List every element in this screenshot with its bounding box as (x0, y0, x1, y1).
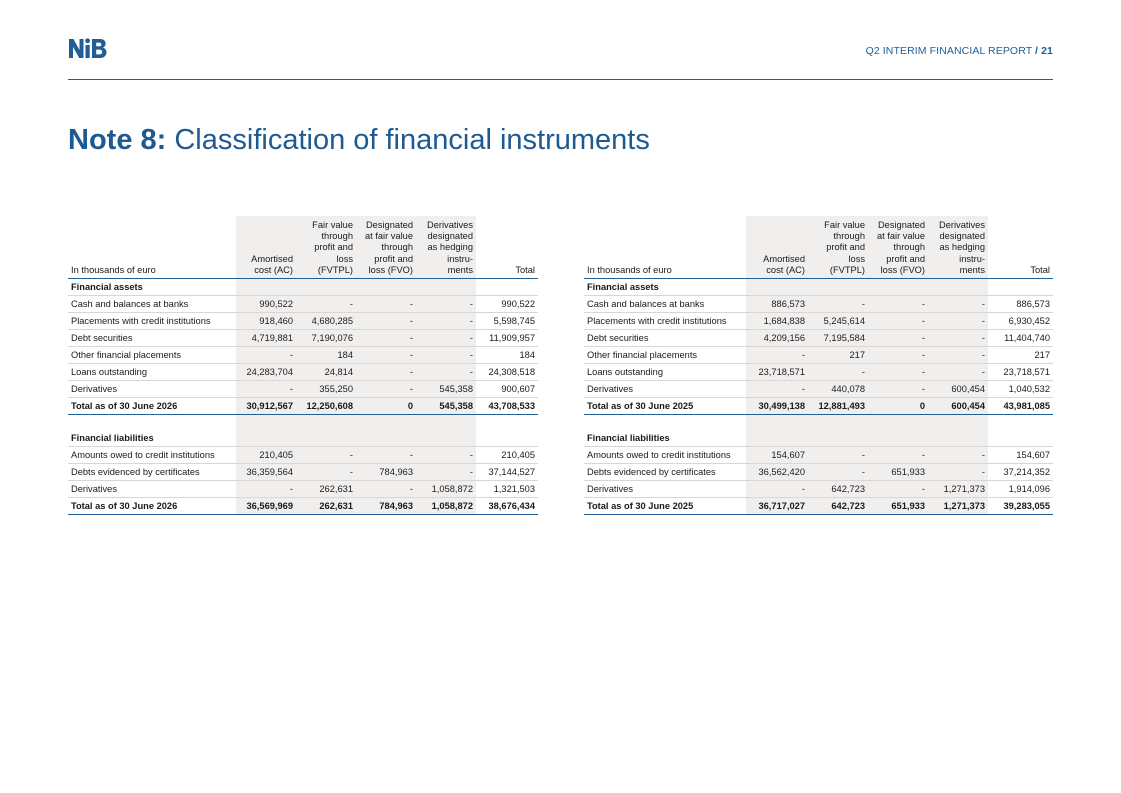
table-row (68, 464, 538, 481)
total-row (584, 498, 1053, 515)
table-cell: - (416, 364, 476, 381)
total-row (68, 498, 538, 515)
table-cell (476, 415, 538, 431)
table-cell: - (868, 347, 928, 364)
table-cell: - (928, 330, 988, 347)
report-title: Q2 INTERIM FINANCIAL REPORT (865, 45, 1033, 57)
table-cell: 600,454 (928, 381, 988, 398)
table-cell (808, 279, 868, 296)
label-column-header: In thousands of euro (584, 216, 746, 279)
table-cell (868, 279, 928, 296)
table-row (584, 313, 1053, 330)
table-cell: - (808, 296, 868, 313)
column-header-line: Derivatives (427, 220, 473, 230)
row-label: Cash and balances at banks (584, 296, 746, 313)
column-header-line: through (381, 242, 413, 253)
table-cell (416, 430, 476, 447)
table-cell: 11,404,740 (988, 330, 1053, 347)
table-row (68, 447, 538, 464)
column-header (746, 216, 808, 279)
table-cell: 1,040,532 (988, 381, 1053, 398)
column-header-line: as hedging (939, 242, 985, 253)
table-cell: - (868, 330, 928, 347)
table-cell: - (808, 447, 868, 464)
table-cell: - (416, 313, 476, 330)
table-cell: 651,933 (868, 464, 928, 481)
row-label: Amounts owed to credit institutions (68, 447, 236, 464)
table-cell: 184 (296, 347, 356, 364)
table-cell: 1,058,872 (416, 498, 476, 515)
table-cell: 38,676,434 (476, 498, 538, 515)
table-2025-wrap (584, 216, 1053, 515)
column-header-line: cost (AC) (766, 264, 805, 275)
table-cell: 918,460 (236, 313, 296, 330)
table-cell: 900,607 (476, 381, 538, 398)
table-cell (868, 415, 928, 431)
column-header-line: designated (427, 231, 473, 242)
table-2026-wrap (68, 216, 538, 515)
table-cell: - (416, 296, 476, 313)
row-label: Financial liabilities (68, 430, 236, 447)
nib-logo (68, 35, 108, 59)
table-row (68, 313, 538, 330)
table-cell: 36,717,027 (746, 498, 808, 515)
column-header-line: Fair value (312, 220, 353, 230)
table-cell: 217 (988, 347, 1053, 364)
table-cell: 6,930,452 (988, 313, 1053, 330)
table-cell (236, 279, 296, 296)
table-cell (988, 430, 1053, 447)
column-header-line: profit and (886, 253, 925, 264)
table-cell: - (808, 364, 868, 381)
section-row (68, 430, 538, 447)
table-cell: 30,912,567 (236, 398, 296, 415)
table-cell: - (868, 313, 928, 330)
column-header (868, 216, 928, 279)
table-cell: 23,718,571 (988, 364, 1053, 381)
page-title (68, 124, 650, 157)
table-cell: 651,933 (868, 498, 928, 515)
table-cell: 5,598,745 (476, 313, 538, 330)
table-cell: - (808, 464, 868, 481)
table-cell: 1,271,373 (928, 481, 988, 498)
section-row (68, 279, 538, 296)
table-cell (746, 430, 808, 447)
table-cell: 0 (868, 398, 928, 415)
table-row (584, 447, 1053, 464)
row-label: Derivatives (584, 481, 746, 498)
table-cell: - (356, 330, 416, 347)
table-cell: 545,358 (416, 398, 476, 415)
column-header-line: Designated (365, 220, 413, 230)
table-row (68, 347, 538, 364)
table-cell: 262,631 (296, 498, 356, 515)
table-cell (746, 279, 808, 296)
table-row (584, 481, 1053, 498)
table-cell: - (356, 313, 416, 330)
table-cell (808, 430, 868, 447)
table-cell: - (868, 481, 928, 498)
table-cell (296, 415, 356, 431)
table-cell: - (236, 481, 296, 498)
section-row (584, 279, 1053, 296)
column-header-line: loss (848, 253, 865, 264)
column-header (416, 216, 476, 279)
table-cell: 217 (808, 347, 868, 364)
section-row (584, 430, 1053, 447)
column-header-line: profit and (314, 242, 353, 253)
table-cell: 12,881,493 (808, 398, 868, 415)
table-cell: 545,358 (416, 381, 476, 398)
table-cell: 1,321,503 (476, 481, 538, 498)
column-header-line: profit and (374, 253, 413, 264)
table-cell (236, 430, 296, 447)
table-cell: 4,680,285 (296, 313, 356, 330)
spacer-row (584, 415, 1053, 431)
table-cell: - (928, 364, 988, 381)
row-label: Debt securities (68, 330, 236, 347)
table-cell: - (236, 347, 296, 364)
row-label: Debt securities (584, 330, 746, 347)
row-label: Loans outstanding (584, 364, 746, 381)
table-cell: 1,914,096 (988, 481, 1053, 498)
column-header-line: instru- (959, 253, 985, 264)
row-label: Financial assets (68, 279, 236, 296)
table-cell: 0 (356, 398, 416, 415)
column-header-line: Fair value (824, 220, 865, 230)
column-header-line: through (893, 242, 925, 253)
table-cell (356, 279, 416, 296)
table-cell: 43,981,085 (988, 398, 1053, 415)
table-cell: 600,454 (928, 398, 988, 415)
table-cell: 886,573 (988, 296, 1053, 313)
column-header (296, 216, 356, 279)
table-cell (356, 415, 416, 431)
table-cell: - (928, 447, 988, 464)
table-cell: - (416, 464, 476, 481)
table-cell: 784,963 (356, 498, 416, 515)
table-row (68, 296, 538, 313)
table-cell: - (928, 347, 988, 364)
table-cell: 642,723 (808, 481, 868, 498)
table-cell: - (868, 447, 928, 464)
note-number: Note 8: (68, 124, 167, 156)
row-label: Financial liabilities (584, 430, 746, 447)
column-header-line: designated (939, 231, 985, 242)
row-label: Amounts owed to credit institutions (584, 447, 746, 464)
table-cell: 355,250 (296, 381, 356, 398)
total-row (68, 398, 538, 415)
row-label: Total as of 30 June 2025 (584, 398, 746, 415)
table-cell: 886,573 (746, 296, 808, 313)
column-header (476, 216, 538, 279)
row-label: Other financial placements (68, 347, 236, 364)
header-rule (68, 79, 1053, 80)
column-header (808, 216, 868, 279)
table-cell: 990,522 (236, 296, 296, 313)
table-row (68, 481, 538, 498)
table-cell (808, 415, 868, 431)
column-header-line: ments (447, 264, 473, 275)
table-row (584, 364, 1053, 381)
table-cell: 24,814 (296, 364, 356, 381)
column-header-line: instru- (447, 253, 473, 264)
table-cell: 36,359,564 (236, 464, 296, 481)
row-label: Total as of 30 June 2025 (584, 498, 746, 515)
header-separator: / (1035, 45, 1039, 57)
table-cell: - (356, 296, 416, 313)
column-header-line: (FVTPL) (829, 264, 865, 275)
column-header-line: as hedging (427, 242, 473, 253)
table-cell: - (928, 296, 988, 313)
column-header-line: through (833, 231, 865, 242)
table-cell: 30,499,138 (746, 398, 808, 415)
table-cell: 23,718,571 (746, 364, 808, 381)
row-label: Debts evidenced by certificates (584, 464, 746, 481)
total-row (584, 398, 1053, 415)
table-cell: - (416, 330, 476, 347)
table-cell (296, 430, 356, 447)
table-cell: 1,058,872 (416, 481, 476, 498)
table-cell (476, 279, 538, 296)
row-label: Derivatives (584, 381, 746, 398)
table-cell (416, 279, 476, 296)
table-row (584, 347, 1053, 364)
table-cell: - (928, 464, 988, 481)
table-cell: - (356, 481, 416, 498)
table-cell: - (236, 381, 296, 398)
table-cell: 37,144,527 (476, 464, 538, 481)
table-cell: - (868, 296, 928, 313)
spacer-row (68, 415, 538, 431)
table-row (68, 364, 538, 381)
table-cell: 154,607 (988, 447, 1053, 464)
column-header-line: loss (FVO) (880, 264, 925, 275)
row-label: Derivatives (68, 381, 236, 398)
column-header-line: at fair value (876, 231, 925, 242)
table-cell (928, 430, 988, 447)
row-label: Placements with credit institutions (584, 313, 746, 330)
column-header-line: Designated (877, 220, 925, 230)
table-cell: 210,405 (236, 447, 296, 464)
table-cell: - (416, 347, 476, 364)
table-cell (928, 415, 988, 431)
table-cell (988, 279, 1053, 296)
column-header-line: profit and (826, 242, 865, 253)
table-cell (476, 430, 538, 447)
table-cell: - (746, 381, 808, 398)
table-cell: 440,078 (808, 381, 868, 398)
column-header-line: loss (336, 253, 353, 264)
table-cell: 36,562,420 (746, 464, 808, 481)
table-cell: - (746, 347, 808, 364)
row-label (68, 415, 236, 431)
column-header-line: Derivatives (939, 220, 985, 230)
table-cell: 43,708,533 (476, 398, 538, 415)
table-cell: 154,607 (746, 447, 808, 464)
table-cell: 1,684,838 (746, 313, 808, 330)
classification-table-2025 (584, 216, 1053, 515)
row-label: Other financial placements (584, 347, 746, 364)
report-header (866, 45, 1053, 57)
table-cell: 11,909,957 (476, 330, 538, 347)
row-label: Total as of 30 June 2026 (68, 498, 236, 515)
table-cell (416, 415, 476, 431)
table-cell: 4,719,881 (236, 330, 296, 347)
row-label: Total as of 30 June 2026 (68, 398, 236, 415)
table-cell: 1,271,373 (928, 498, 988, 515)
row-label (584, 415, 746, 431)
table-cell: - (928, 313, 988, 330)
table-cell: - (356, 347, 416, 364)
row-label: Placements with credit institutions (68, 313, 236, 330)
table-cell: - (356, 447, 416, 464)
table-row (584, 296, 1053, 313)
table-cell: 36,569,969 (236, 498, 296, 515)
label-column-header: In thousands of euro (68, 216, 236, 279)
column-header-line: Total (1030, 264, 1050, 275)
table-row (584, 464, 1053, 481)
table-cell: 4,209,156 (746, 330, 808, 347)
note-title-text: Classification of financial instruments (174, 124, 650, 156)
table-cell: 262,631 (296, 481, 356, 498)
column-header-line: at fair value (364, 231, 413, 242)
table-cell: 5,245,614 (808, 313, 868, 330)
table-cell: 39,283,055 (988, 498, 1053, 515)
table-row (68, 381, 538, 398)
table-cell: 990,522 (476, 296, 538, 313)
table-cell: - (296, 464, 356, 481)
column-header-line: Amortised (251, 253, 293, 264)
column-header-line: ments (959, 264, 985, 275)
column-header (928, 216, 988, 279)
row-label: Derivatives (68, 481, 236, 498)
table-cell: 12,250,608 (296, 398, 356, 415)
table-cell: - (416, 447, 476, 464)
table-cell: 37,214,352 (988, 464, 1053, 481)
table-row (584, 381, 1053, 398)
column-header-line: Amortised (763, 253, 805, 264)
column-header-line: Total (515, 264, 535, 275)
table-cell (356, 430, 416, 447)
table-cell: - (356, 364, 416, 381)
row-label: Financial assets (584, 279, 746, 296)
table-cell (236, 415, 296, 431)
table-cell (868, 430, 928, 447)
table-cell: 210,405 (476, 447, 538, 464)
column-header-line: through (321, 231, 353, 242)
table-cell: 642,723 (808, 498, 868, 515)
column-header (356, 216, 416, 279)
table-cell: - (868, 381, 928, 398)
column-header-line: loss (FVO) (368, 264, 413, 275)
table-row (584, 330, 1053, 347)
column-header (988, 216, 1053, 279)
table-cell: - (868, 364, 928, 381)
column-header-line: cost (AC) (254, 264, 293, 275)
table-cell: 184 (476, 347, 538, 364)
table-cell (746, 415, 808, 431)
table-cell: - (296, 296, 356, 313)
table-cell: 24,308,518 (476, 364, 538, 381)
table-cell: 7,195,584 (808, 330, 868, 347)
row-label: Cash and balances at banks (68, 296, 236, 313)
table-cell (928, 279, 988, 296)
row-label: Debts evidenced by certificates (68, 464, 236, 481)
table-cell (988, 415, 1053, 431)
page-number: 21 (1041, 45, 1053, 57)
table-cell: - (356, 381, 416, 398)
table-cell: - (746, 481, 808, 498)
table-cell: - (296, 447, 356, 464)
table-cell: 784,963 (356, 464, 416, 481)
table-row (68, 330, 538, 347)
row-label: Loans outstanding (68, 364, 236, 381)
classification-table-2026 (68, 216, 538, 515)
column-header (236, 216, 296, 279)
table-cell: 7,190,076 (296, 330, 356, 347)
column-header-line: (FVTPL) (317, 264, 353, 275)
table-cell: 24,283,704 (236, 364, 296, 381)
table-cell (296, 279, 356, 296)
